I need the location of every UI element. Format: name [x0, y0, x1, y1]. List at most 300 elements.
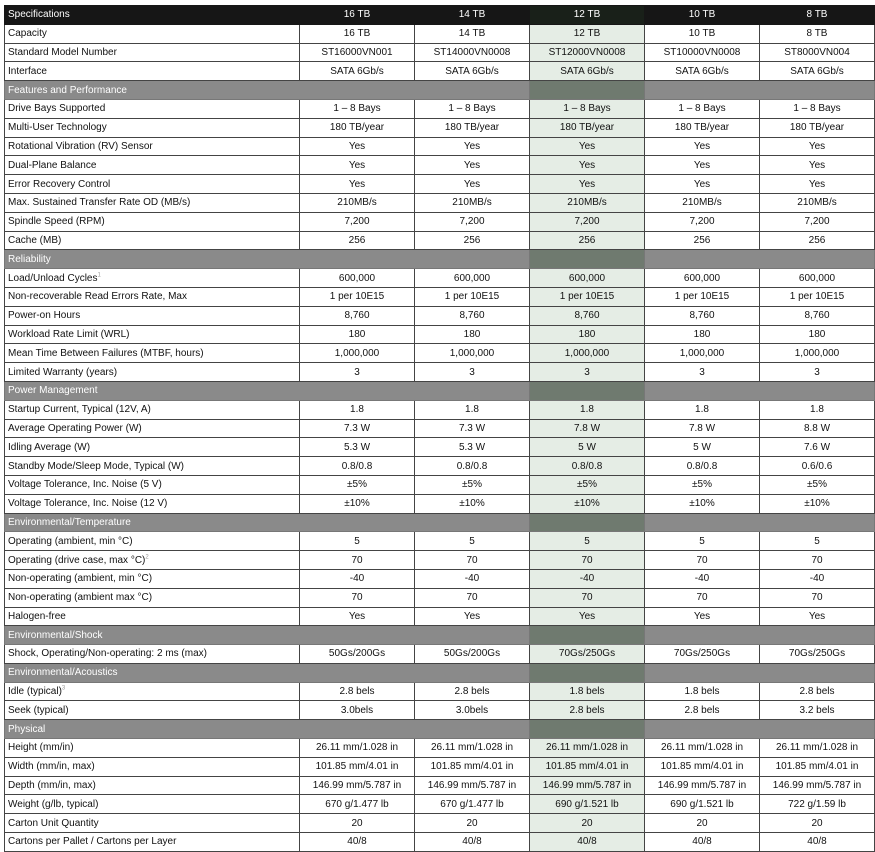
- cell-value: ST14000VN0008: [415, 43, 530, 62]
- cell-value: 256: [760, 231, 875, 250]
- cell-value: 2.8 bels: [415, 682, 530, 701]
- footnote-marker: 3: [61, 685, 66, 692]
- table-row: [5, 118, 875, 137]
- row-label-text: Depth (mm/in, max): [8, 780, 96, 792]
- section-highlight-cell: [530, 626, 645, 645]
- cell-value: 20: [760, 814, 875, 833]
- cell-value: Yes: [760, 175, 875, 194]
- section-header-row: [5, 626, 875, 645]
- row-label: [5, 795, 300, 814]
- cell-value: 70: [415, 551, 530, 570]
- cell-value: 3: [415, 363, 530, 382]
- footnote-marker: 1: [97, 272, 101, 279]
- row-label-text: Halogen-free: [8, 610, 66, 622]
- section-filler-cell: [645, 720, 875, 739]
- row-label: [5, 306, 300, 325]
- row-label: [5, 701, 300, 720]
- cell-value: 20: [300, 814, 415, 833]
- cell-value: 26.11 mm/1.028 in: [415, 739, 530, 758]
- cell-value: 670 g/1.477 lb: [300, 795, 415, 814]
- section-filler-cell: [645, 250, 875, 269]
- table-row: [5, 231, 875, 250]
- cell-value: 1 per 10E15: [415, 287, 530, 306]
- section-title: Physical: [5, 720, 530, 739]
- cell-value: 0.6/0.6: [760, 457, 875, 476]
- cell-value: -40: [415, 569, 530, 588]
- cell-value: ST12000VN0008: [530, 43, 645, 62]
- row-label: [5, 118, 300, 137]
- cell-value: Yes: [760, 156, 875, 175]
- cell-value: 7.3 W: [300, 419, 415, 438]
- row-label-text: Standby Mode/Sleep Mode, Typical (W): [8, 460, 185, 472]
- cell-value: Yes: [530, 175, 645, 194]
- spec-sheet: [4, 5, 874, 852]
- table-row: [5, 757, 875, 776]
- table-row: [5, 363, 875, 382]
- cell-value: 1 per 10E15: [760, 287, 875, 306]
- cell-value: 70: [645, 588, 760, 607]
- cell-value: 3: [300, 363, 415, 382]
- cell-value: 70Gs/250Gs: [760, 645, 875, 664]
- table-row: [5, 551, 875, 570]
- row-label: [5, 156, 300, 175]
- cell-value: 7.6 W: [760, 438, 875, 457]
- row-label: [5, 137, 300, 156]
- table-row: [5, 287, 875, 306]
- row-label-text: Error Recovery Control: [8, 178, 111, 190]
- section-filler-cell: [645, 513, 875, 532]
- cell-value: 180 TB/year: [760, 118, 875, 137]
- table-row: [5, 645, 875, 664]
- cell-value: 7,200: [300, 212, 415, 231]
- row-label-text: Power-on Hours: [8, 310, 81, 322]
- row-label-text: Mean Time Between Failures (MTBF, hours): [8, 347, 204, 359]
- cell-value: 20: [530, 814, 645, 833]
- cell-value: 146.99 mm/5.787 in: [760, 776, 875, 795]
- cell-value: Yes: [300, 137, 415, 156]
- cell-value: Yes: [645, 607, 760, 626]
- cell-value: 70: [760, 551, 875, 570]
- section-highlight-cell: [530, 250, 645, 269]
- section-title: Environmental/Shock: [5, 626, 530, 645]
- cell-value: 180: [645, 325, 760, 344]
- section-header-row: [5, 381, 875, 400]
- section-header-row: [5, 720, 875, 739]
- cell-value: -40: [645, 569, 760, 588]
- cell-value: 7.3 W: [415, 419, 530, 438]
- cell-value: ±10%: [415, 494, 530, 513]
- cell-value: ±10%: [760, 494, 875, 513]
- cell-value: 3.0bels: [300, 701, 415, 720]
- row-label: [5, 475, 300, 494]
- cell-value: 690 g/1.521 lb: [530, 795, 645, 814]
- cell-value: 1 per 10E15: [530, 287, 645, 306]
- table-row: [5, 99, 875, 118]
- column-header-10tb: 10 TB: [645, 6, 760, 25]
- row-label: [5, 175, 300, 194]
- section-highlight-cell: [530, 81, 645, 100]
- cell-value: 5: [415, 532, 530, 551]
- table-row: [5, 325, 875, 344]
- cell-value: Yes: [530, 607, 645, 626]
- cell-value: 20: [645, 814, 760, 833]
- table-row: [5, 306, 875, 325]
- row-label: [5, 363, 300, 382]
- cell-value: -40: [760, 569, 875, 588]
- row-label-text: Non-recoverable Read Errors Rate, Max: [8, 291, 187, 303]
- cell-value: 180 TB/year: [645, 118, 760, 137]
- cell-value: SATA 6Gb/s: [300, 62, 415, 81]
- section-title: Environmental/Temperature: [5, 513, 530, 532]
- cell-value: 7.8 W: [645, 419, 760, 438]
- column-header-8tb: 8 TB: [760, 6, 875, 25]
- cell-value: 101.85 mm/4.01 in: [530, 757, 645, 776]
- cell-value: 70: [300, 588, 415, 607]
- row-label: [5, 419, 300, 438]
- row-label: [5, 43, 300, 62]
- cell-value: 1.8: [530, 400, 645, 419]
- cell-value: 26.11 mm/1.028 in: [760, 739, 875, 758]
- row-label-text: Spindle Speed (RPM): [8, 216, 105, 228]
- table-row: [5, 175, 875, 194]
- cell-value: 3: [645, 363, 760, 382]
- row-label-text: Operating (ambient, min °C): [8, 535, 133, 547]
- table-row: [5, 400, 875, 419]
- cell-value: 1.8: [760, 400, 875, 419]
- cell-value: 14 TB: [415, 24, 530, 43]
- table-row: [5, 137, 875, 156]
- cell-value: 0.8/0.8: [645, 457, 760, 476]
- cell-value: 256: [415, 231, 530, 250]
- row-label: [5, 776, 300, 795]
- table-row: [5, 569, 875, 588]
- row-label: [5, 814, 300, 833]
- cell-value: 180: [530, 325, 645, 344]
- cell-value: 3.2 bels: [760, 701, 875, 720]
- cell-value: ±10%: [645, 494, 760, 513]
- cell-value: 210MB/s: [760, 193, 875, 212]
- table-row: [5, 212, 875, 231]
- table-row: [5, 833, 875, 852]
- cell-value: 180: [415, 325, 530, 344]
- cell-value: 8,760: [415, 306, 530, 325]
- cell-value: 101.85 mm/4.01 in: [645, 757, 760, 776]
- cell-value: 12 TB: [530, 24, 645, 43]
- row-label: [5, 569, 300, 588]
- cell-value: 256: [300, 231, 415, 250]
- cell-value: 1 – 8 Bays: [760, 99, 875, 118]
- cell-value: 40/8: [760, 833, 875, 852]
- cell-value: 670 g/1.477 lb: [415, 795, 530, 814]
- row-label: [5, 438, 300, 457]
- cell-value: 5 W: [645, 438, 760, 457]
- cell-value: ±5%: [760, 475, 875, 494]
- row-label-text: Interface: [8, 65, 47, 77]
- cell-value: 256: [530, 231, 645, 250]
- cell-value: Yes: [300, 607, 415, 626]
- table-row: [5, 438, 875, 457]
- row-label-text: Idle (typical): [8, 686, 62, 698]
- cell-value: 1,000,000: [645, 344, 760, 363]
- cell-value: 5: [530, 532, 645, 551]
- cell-value: 1 per 10E15: [645, 287, 760, 306]
- column-header-14tb: 14 TB: [415, 6, 530, 25]
- row-label: [5, 739, 300, 758]
- cell-value: 8.8 W: [760, 419, 875, 438]
- cell-value: 1.8: [300, 400, 415, 419]
- cell-value: 180: [300, 325, 415, 344]
- cell-value: 7,200: [530, 212, 645, 231]
- table-row: [5, 682, 875, 701]
- section-header-row: [5, 250, 875, 269]
- cell-value: 180 TB/year: [415, 118, 530, 137]
- cell-value: 10 TB: [645, 24, 760, 43]
- row-label-text: Height (mm/in): [8, 742, 74, 754]
- cell-value: 7.8 W: [530, 419, 645, 438]
- table-row: [5, 457, 875, 476]
- cell-value: 210MB/s: [530, 193, 645, 212]
- cell-value: 101.85 mm/4.01 in: [760, 757, 875, 776]
- row-label-text: Shock, Operating/Non-operating: 2 ms (max): [8, 648, 207, 660]
- row-label: [5, 99, 300, 118]
- cell-value: 1 – 8 Bays: [300, 99, 415, 118]
- cell-value: 101.85 mm/4.01 in: [415, 757, 530, 776]
- row-label-text: Dual-Plane Balance: [8, 159, 97, 171]
- cell-value: 16 TB: [300, 24, 415, 43]
- cell-value: 180: [760, 325, 875, 344]
- row-label: [5, 344, 300, 363]
- row-label: [5, 62, 300, 81]
- section-filler-cell: [645, 381, 875, 400]
- section-highlight-cell: [530, 513, 645, 532]
- row-label-text: Non-operating (ambient, min °C): [8, 573, 153, 585]
- column-header-16tb: 16 TB: [300, 6, 415, 25]
- header-row: [5, 6, 875, 25]
- row-label-text: Standard Model Number: [8, 46, 117, 58]
- section-highlight-cell: [530, 720, 645, 739]
- row-label-text: Voltage Tolerance, Inc. Noise (5 V): [8, 479, 162, 491]
- row-label: [5, 682, 300, 701]
- cell-value: 70: [415, 588, 530, 607]
- cell-value: ST16000VN001: [300, 43, 415, 62]
- cell-value: ±5%: [300, 475, 415, 494]
- cell-value: Yes: [645, 175, 760, 194]
- row-label-text: Cache (MB): [8, 234, 62, 246]
- cell-value: 2.8 bels: [760, 682, 875, 701]
- cell-value: SATA 6Gb/s: [645, 62, 760, 81]
- table-row: [5, 739, 875, 758]
- row-label-text: Idling Average (W): [8, 441, 91, 453]
- cell-value: SATA 6Gb/s: [760, 62, 875, 81]
- cell-value: 8,760: [530, 306, 645, 325]
- row-label: [5, 24, 300, 43]
- cell-value: 5 W: [530, 438, 645, 457]
- row-label-text: Width (mm/in, max): [8, 761, 95, 773]
- cell-value: 690 g/1.521 lb: [645, 795, 760, 814]
- cell-value: Yes: [415, 156, 530, 175]
- cell-value: 2.8 bels: [530, 701, 645, 720]
- cell-value: Yes: [415, 607, 530, 626]
- table-row: [5, 62, 875, 81]
- row-label-text: Load/Unload Cycles: [8, 272, 98, 284]
- row-label: [5, 212, 300, 231]
- cell-value: 2.8 bels: [300, 682, 415, 701]
- cell-value: ST10000VN0008: [645, 43, 760, 62]
- row-label: [5, 757, 300, 776]
- table-row: [5, 607, 875, 626]
- section-title: Power Management: [5, 381, 530, 400]
- cell-value: SATA 6Gb/s: [530, 62, 645, 81]
- row-label-text: Operating (drive case, max °C): [8, 554, 146, 566]
- cell-value: 7,200: [645, 212, 760, 231]
- table-row: [5, 701, 875, 720]
- table-row: [5, 776, 875, 795]
- table-row: [5, 532, 875, 551]
- table-row: [5, 419, 875, 438]
- section-header-row: [5, 513, 875, 532]
- cell-value: 1 – 8 Bays: [645, 99, 760, 118]
- cell-value: 8 TB: [760, 24, 875, 43]
- row-label: [5, 287, 300, 306]
- section-filler-cell: [645, 81, 875, 100]
- section-title: Reliability: [5, 250, 530, 269]
- cell-value: 146.99 mm/5.787 in: [300, 776, 415, 795]
- row-label: [5, 494, 300, 513]
- cell-value: 50Gs/200Gs: [300, 645, 415, 664]
- section-filler-cell: [645, 626, 875, 645]
- row-label-text: Carton Unit Quantity: [8, 817, 99, 829]
- cell-value: ±5%: [530, 475, 645, 494]
- cell-value: 210MB/s: [645, 193, 760, 212]
- cell-value: 1.8 bels: [645, 682, 760, 701]
- cell-value: Yes: [530, 137, 645, 156]
- cell-value: 40/8: [300, 833, 415, 852]
- cell-value: 146.99 mm/5.787 in: [415, 776, 530, 795]
- row-label: [5, 269, 300, 288]
- cell-value: 600,000: [300, 269, 415, 288]
- cell-value: 5.3 W: [415, 438, 530, 457]
- row-label-text: Startup Current, Typical (12V, A): [8, 404, 151, 416]
- cell-value: Yes: [300, 175, 415, 194]
- cell-value: 50Gs/200Gs: [415, 645, 530, 664]
- row-label-text: Rotational Vibration (RV) Sensor: [8, 140, 153, 152]
- cell-value: Yes: [300, 156, 415, 175]
- table-row: [5, 156, 875, 175]
- cell-value: 722 g/1.59 lb: [760, 795, 875, 814]
- cell-value: 8,760: [760, 306, 875, 325]
- cell-value: 70: [530, 588, 645, 607]
- table-row: [5, 795, 875, 814]
- cell-value: ±5%: [415, 475, 530, 494]
- section-header-row: [5, 663, 875, 682]
- cell-value: 1.8: [645, 400, 760, 419]
- row-label: [5, 231, 300, 250]
- cell-value: 40/8: [530, 833, 645, 852]
- row-label: [5, 457, 300, 476]
- table-row: [5, 193, 875, 212]
- cell-value: 256: [645, 231, 760, 250]
- cell-value: 146.99 mm/5.787 in: [530, 776, 645, 795]
- row-label-text: Voltage Tolerance, Inc. Noise (12 V): [8, 498, 168, 510]
- row-label: [5, 532, 300, 551]
- section-highlight-cell: [530, 663, 645, 682]
- cell-value: 26.11 mm/1.028 in: [300, 739, 415, 758]
- cell-value: 20: [415, 814, 530, 833]
- table-row: [5, 475, 875, 494]
- cell-value: 70Gs/250Gs: [530, 645, 645, 664]
- row-label-text: Weight (g/lb, typical): [8, 798, 99, 810]
- cell-value: 0.8/0.8: [300, 457, 415, 476]
- cell-value: 5.3 W: [300, 438, 415, 457]
- table-row: [5, 588, 875, 607]
- row-label: [5, 193, 300, 212]
- cell-value: 180 TB/year: [530, 118, 645, 137]
- cell-value: 70: [300, 551, 415, 570]
- row-label: [5, 833, 300, 852]
- cell-value: 40/8: [645, 833, 760, 852]
- cell-value: Yes: [760, 607, 875, 626]
- section-header-row: [5, 81, 875, 100]
- cell-value: 26.11 mm/1.028 in: [645, 739, 760, 758]
- cell-value: 101.85 mm/4.01 in: [300, 757, 415, 776]
- table-row: [5, 24, 875, 43]
- cell-value: Yes: [415, 137, 530, 156]
- cell-value: 1 per 10E15: [300, 287, 415, 306]
- cell-value: 146.99 mm/5.787 in: [645, 776, 760, 795]
- cell-value: 600,000: [415, 269, 530, 288]
- cell-value: 7,200: [415, 212, 530, 231]
- row-label-text: Multi-User Technology: [8, 122, 107, 134]
- cell-value: 70: [645, 551, 760, 570]
- cell-value: 70: [760, 588, 875, 607]
- cell-value: 600,000: [760, 269, 875, 288]
- row-label: [5, 325, 300, 344]
- table-row: [5, 814, 875, 833]
- cell-value: ±10%: [530, 494, 645, 513]
- cell-value: 1 – 8 Bays: [530, 99, 645, 118]
- cell-value: 3: [530, 363, 645, 382]
- cell-value: 1,000,000: [415, 344, 530, 363]
- cell-value: 3: [760, 363, 875, 382]
- row-label-text: Cartons per Pallet / Cartons per Layer: [8, 836, 177, 848]
- row-label-text: Non-operating (ambient max °C): [8, 592, 153, 604]
- cell-value: 2.8 bels: [645, 701, 760, 720]
- cell-value: Yes: [415, 175, 530, 194]
- cell-value: 3.0bels: [415, 701, 530, 720]
- cell-value: ±10%: [300, 494, 415, 513]
- cell-value: 1.8: [415, 400, 530, 419]
- cell-value: 8,760: [300, 306, 415, 325]
- cell-value: ST8000VN004: [760, 43, 875, 62]
- table-body: [5, 6, 875, 852]
- cell-value: 600,000: [645, 269, 760, 288]
- row-label: [5, 607, 300, 626]
- row-label: [5, 588, 300, 607]
- cell-value: SATA 6Gb/s: [415, 62, 530, 81]
- table-row: [5, 344, 875, 363]
- row-label-text: Capacity: [8, 28, 47, 40]
- specifications-table: [4, 5, 875, 852]
- row-label-text: Workload Rate Limit (WRL): [8, 328, 130, 340]
- row-label-text: Max. Sustained Transfer Rate OD (MB/s): [8, 197, 191, 209]
- cell-value: ±5%: [645, 475, 760, 494]
- row-label-text: Limited Warranty (years): [8, 366, 118, 378]
- row-label-text: Seek (typical): [8, 704, 69, 716]
- column-header-12tb: 12 TB: [530, 6, 645, 25]
- row-label: [5, 645, 300, 664]
- cell-value: 1 – 8 Bays: [415, 99, 530, 118]
- cell-value: 5: [645, 532, 760, 551]
